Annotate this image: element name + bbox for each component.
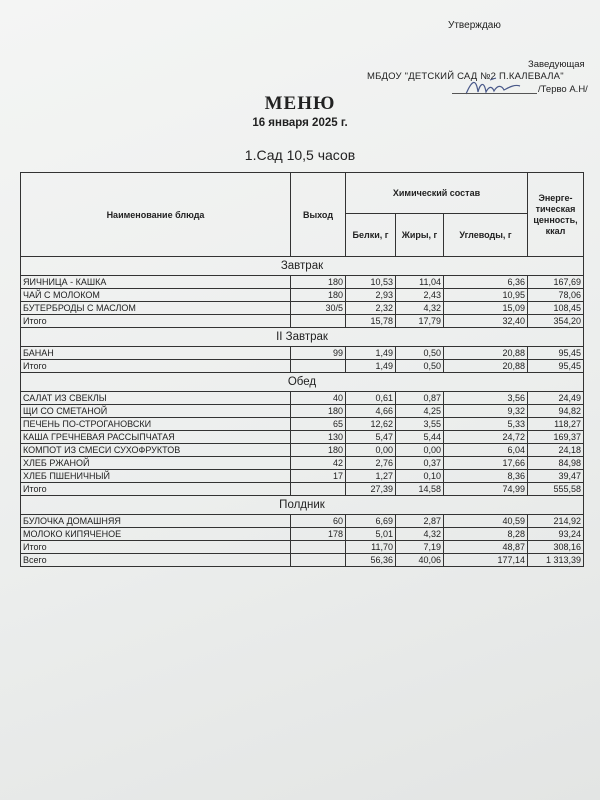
dish-carbs: 20,88 [444, 347, 528, 360]
dish-protein: 56,36 [346, 554, 396, 567]
dish-carbs: 15,09 [444, 302, 528, 315]
dish-carbs: 6,36 [444, 276, 528, 289]
dish-fat: 0,00 [396, 444, 444, 457]
energy-line-3: ценность, [533, 214, 578, 225]
dish-name: ХЛЕБ ПШЕНИЧНЫЙ [21, 470, 291, 483]
table-row [21, 554, 584, 567]
dish-energy: 555,58 [528, 483, 584, 496]
dish-carbs: 74,99 [444, 483, 528, 496]
column-header-chemical: Химический состав [346, 173, 528, 214]
menu-table [20, 172, 584, 567]
dish-energy: 93,24 [528, 528, 584, 541]
dish-output: 99 [291, 347, 346, 360]
approve-label: Утверждаю [448, 20, 501, 31]
section-title: Завтрак [21, 257, 584, 276]
dish-protein: 6,69 [346, 515, 396, 528]
column-header-name: Наименование блюда [21, 173, 291, 257]
table-row [21, 470, 584, 483]
table-row [21, 457, 584, 470]
dish-carbs: 6,04 [444, 444, 528, 457]
column-header-fat: Жиры, г [396, 214, 444, 257]
energy-line-4: ккал [545, 225, 566, 236]
dish-energy: 167,69 [528, 276, 584, 289]
table-row [21, 302, 584, 315]
section-header-row [21, 257, 584, 276]
dish-fat: 3,55 [396, 418, 444, 431]
dish-energy: 94,82 [528, 405, 584, 418]
dish-energy: 108,45 [528, 302, 584, 315]
table-row [21, 405, 584, 418]
table-row [21, 289, 584, 302]
dish-fat: 2,87 [396, 515, 444, 528]
dish-fat: 11,04 [396, 276, 444, 289]
column-header-output: Выход [291, 173, 346, 257]
column-header-carbs: Углеводы, г [444, 214, 528, 257]
dish-output: 30/5 [291, 302, 346, 315]
dish-name: БАНАН [21, 347, 291, 360]
dish-name: ЩИ СО СМЕТАНОЙ [21, 405, 291, 418]
table-row [21, 347, 584, 360]
section-title: Полдник [21, 496, 584, 515]
dish-carbs: 5,33 [444, 418, 528, 431]
signer-name: /Терво А.Н/ [538, 84, 588, 95]
dish-carbs: 24,72 [444, 431, 528, 444]
dish-fat: 0,87 [396, 392, 444, 405]
table-row [21, 483, 584, 496]
dish-energy: 39,47 [528, 470, 584, 483]
dish-protein: 1,49 [346, 347, 396, 360]
dish-output [291, 554, 346, 567]
dish-name: ЯИЧНИЦА - КАШКА [21, 276, 291, 289]
dish-fat: 0,50 [396, 347, 444, 360]
dish-output [291, 360, 346, 373]
dish-carbs: 9,32 [444, 405, 528, 418]
section-header-row [21, 373, 584, 392]
menu-table-body [21, 257, 584, 567]
table-row [21, 444, 584, 457]
dish-name: Всего [21, 554, 291, 567]
dish-carbs: 8,36 [444, 470, 528, 483]
dish-protein: 12,62 [346, 418, 396, 431]
energy-line-2: тическая [535, 203, 576, 214]
dish-protein: 10,53 [346, 276, 396, 289]
dish-protein: 1,49 [346, 360, 396, 373]
dish-output [291, 483, 346, 496]
dish-energy: 95,45 [528, 360, 584, 373]
dish-name: Итого [21, 360, 291, 373]
dish-output: 180 [291, 405, 346, 418]
dish-output: 60 [291, 515, 346, 528]
dish-name: ЧАЙ С МОЛОКОМ [21, 289, 291, 302]
dish-fat: 7,19 [396, 541, 444, 554]
section-title: Обед [21, 373, 584, 392]
dish-carbs: 40,59 [444, 515, 528, 528]
dish-output [291, 541, 346, 554]
dish-energy: 354,20 [528, 315, 584, 328]
table-row [21, 418, 584, 431]
section-header-row [21, 328, 584, 347]
dish-protein: 11,70 [346, 541, 396, 554]
dish-name: ПЕЧЕНЬ ПО-СТРОГАНОВСКИ [21, 418, 291, 431]
dish-output: 130 [291, 431, 346, 444]
dish-carbs: 17,66 [444, 457, 528, 470]
dish-output: 178 [291, 528, 346, 541]
dish-name: ХЛЕБ РЖАНОЙ [21, 457, 291, 470]
dish-energy: 84,98 [528, 457, 584, 470]
dish-output: 40 [291, 392, 346, 405]
dish-name: КАША ГРЕЧНЕВАЯ РАССЫПЧАТАЯ [21, 431, 291, 444]
dish-name: БУЛОЧКА ДОМАШНЯЯ [21, 515, 291, 528]
table-row [21, 360, 584, 373]
dish-fat: 40,06 [396, 554, 444, 567]
dish-carbs: 177,14 [444, 554, 528, 567]
table-row [21, 392, 584, 405]
dish-output [291, 315, 346, 328]
dish-fat: 4,32 [396, 302, 444, 315]
dish-energy: 308,16 [528, 541, 584, 554]
dish-fat: 5,44 [396, 431, 444, 444]
page-title: МЕНЮ [264, 93, 336, 114]
dish-output: 180 [291, 289, 346, 302]
dish-energy: 78,06 [528, 289, 584, 302]
column-header-protein: Белки, г [346, 214, 396, 257]
dish-name: САЛАТ ИЗ СВЕКЛЫ [21, 392, 291, 405]
dish-energy: 169,37 [528, 431, 584, 444]
table-row [21, 315, 584, 328]
dish-fat: 17,79 [396, 315, 444, 328]
dish-fat: 2,43 [396, 289, 444, 302]
table-row [21, 541, 584, 554]
section-title: II Завтрак [21, 328, 584, 347]
dish-output: 65 [291, 418, 346, 431]
menu-subtitle: 1.Сад 10,5 часов [244, 147, 356, 163]
dish-carbs: 10,95 [444, 289, 528, 302]
dish-protein: 4,66 [346, 405, 396, 418]
dish-energy: 24,49 [528, 392, 584, 405]
dish-fat: 4,25 [396, 405, 444, 418]
dish-protein: 5,47 [346, 431, 396, 444]
column-header-energy [528, 173, 584, 257]
dish-protein: 2,32 [346, 302, 396, 315]
table-row [21, 276, 584, 289]
table-row [21, 515, 584, 528]
dish-protein: 5,01 [346, 528, 396, 541]
dish-output: 42 [291, 457, 346, 470]
energy-line-1: Энерге- [538, 192, 573, 203]
dish-name: МОЛОКО КИПЯЧЕНОЕ [21, 528, 291, 541]
dish-protein: 27,39 [346, 483, 396, 496]
dish-carbs: 20,88 [444, 360, 528, 373]
dish-name: БУТЕРБРОДЫ С МАСЛОМ [21, 302, 291, 315]
dish-carbs: 32,40 [444, 315, 528, 328]
dish-output: 17 [291, 470, 346, 483]
dish-protein: 15,78 [346, 315, 396, 328]
dish-name: КОМПОТ ИЗ СМЕСИ СУХОФРУКТОВ [21, 444, 291, 457]
menu-date: 16 января 2025 г. [252, 117, 348, 129]
head-role: Заведующая [528, 59, 585, 70]
dish-protein: 0,61 [346, 392, 396, 405]
table-row [21, 431, 584, 444]
dish-carbs: 8,28 [444, 528, 528, 541]
section-header-row [21, 496, 584, 515]
dish-carbs: 3,56 [444, 392, 528, 405]
dish-fat: 14,58 [396, 483, 444, 496]
dish-energy: 214,92 [528, 515, 584, 528]
dish-protein: 2,76 [346, 457, 396, 470]
dish-fat: 0,37 [396, 457, 444, 470]
dish-name: Итого [21, 483, 291, 496]
dish-protein: 0,00 [346, 444, 396, 457]
dish-protein: 1,27 [346, 470, 396, 483]
table-row [21, 528, 584, 541]
dish-energy: 1 313,39 [528, 554, 584, 567]
dish-output: 180 [291, 276, 346, 289]
dish-carbs: 48,87 [444, 541, 528, 554]
dish-fat: 0,10 [396, 470, 444, 483]
organization-name: МБДОУ "ДЕТСКИЙ САД №2 П.КАЛЕВАЛА" [367, 71, 564, 82]
dish-fat: 0,50 [396, 360, 444, 373]
dish-fat: 4,32 [396, 528, 444, 541]
dish-output: 180 [291, 444, 346, 457]
dish-energy: 95,45 [528, 347, 584, 360]
dish-name: Итого [21, 315, 291, 328]
dish-protein: 2,93 [346, 289, 396, 302]
dish-energy: 118,27 [528, 418, 584, 431]
dish-energy: 24,18 [528, 444, 584, 457]
dish-name: Итого [21, 541, 291, 554]
